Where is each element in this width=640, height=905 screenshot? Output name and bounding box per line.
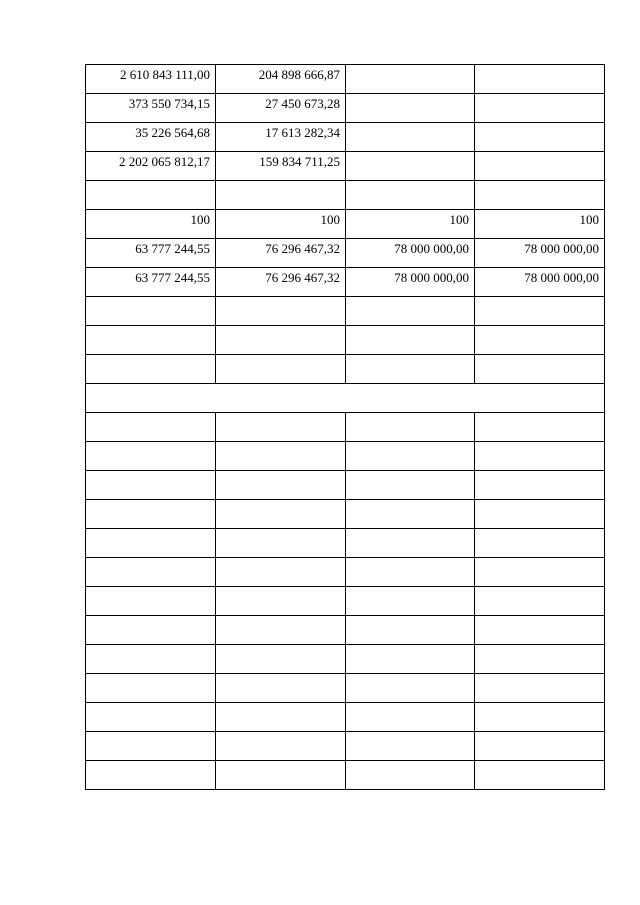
table-cell-col-1: 63 777 244,55: [86, 239, 216, 268]
table-cell-col-3: [346, 123, 475, 152]
table-cell-col-2: [216, 529, 346, 558]
table-cell-col-1: [86, 181, 216, 210]
table-cell-col-2: [216, 732, 346, 761]
table-cell-col-3: [346, 442, 475, 471]
table-cell-col-2: [216, 645, 346, 674]
table-cell-col-4: [475, 558, 605, 587]
table-row: [86, 761, 605, 790]
table-cell-col-4: [475, 123, 605, 152]
table-cell-col-3: [346, 326, 475, 355]
table-cell-col-1: [86, 413, 216, 442]
table-cell-col-4: 78 000 000,00: [475, 239, 605, 268]
table-cell-col-1: [86, 761, 216, 790]
table-row: [86, 732, 605, 761]
table-row: [86, 210, 605, 239]
table-cell-col-3: [346, 94, 475, 123]
table-row: [86, 558, 605, 587]
table-cell-col-3: [346, 65, 475, 94]
table-cell-col-3: [346, 500, 475, 529]
table-cell-col-1: [86, 326, 216, 355]
table-cell-col-3: 100: [346, 210, 475, 239]
table-cell-col-4: [475, 471, 605, 500]
table-cell-col-3: [346, 413, 475, 442]
financial-data-table: [85, 64, 605, 790]
table-cell-col-3: 78 000 000,00: [346, 268, 475, 297]
table-cell-col-2: 76 296 467,32: [216, 268, 346, 297]
table-row: [86, 94, 605, 123]
table-cell-col-2: 100: [216, 210, 346, 239]
table-cell-col-1: 100: [86, 210, 216, 239]
table-cell-col-2: [216, 587, 346, 616]
table-row: [86, 326, 605, 355]
table-cell-col-2: [216, 761, 346, 790]
table-cell-col-2: 204 898 666,87: [216, 65, 346, 94]
table-row: [86, 239, 605, 268]
table-row: [86, 587, 605, 616]
table-cell-col-4: 78 000 000,00: [475, 268, 605, 297]
table-row: [86, 152, 605, 181]
table-cell-col-4: [475, 152, 605, 181]
table-cell-col-2: [216, 500, 346, 529]
table-cell-col-2: [216, 355, 346, 384]
table-cell-col-4: [475, 761, 605, 790]
table-cell-col-2: 27 450 673,28: [216, 94, 346, 123]
table-row: [86, 181, 605, 210]
table-cell-col-2: [216, 558, 346, 587]
table-cell-col-3: 78 000 000,00: [346, 239, 475, 268]
table-cell-col-2: [216, 471, 346, 500]
table-cell-col-1: 373 550 734,15: [86, 94, 216, 123]
table-cell-col-3: [346, 558, 475, 587]
table-cell-col-1: [86, 529, 216, 558]
table-cell-col-2: 159 834 711,25: [216, 152, 346, 181]
table-cell-col-3: [346, 616, 475, 645]
table-cell-col-1: [86, 442, 216, 471]
table-cell-col-1: [86, 500, 216, 529]
table-cell-col-3: [346, 732, 475, 761]
table-row: [86, 645, 605, 674]
table-row: [86, 65, 605, 94]
table-cell-col-3: [346, 674, 475, 703]
table-cell-col-3: [346, 761, 475, 790]
table-cell-col-4: [475, 65, 605, 94]
table-cell-col-4: [475, 616, 605, 645]
table-cell-col-1: [86, 297, 216, 326]
table-cell-col-4: [475, 181, 605, 210]
table-row: [86, 616, 605, 645]
table-cell-col-2: 76 296 467,32: [216, 239, 346, 268]
table-cell-col-3: [346, 297, 475, 326]
table-cell-col-3: [346, 471, 475, 500]
table-cell-col-3: [346, 645, 475, 674]
table-cell-col-3: [346, 529, 475, 558]
table-cell-col-1: [86, 558, 216, 587]
table-cell-col-4: [475, 442, 605, 471]
table-row: [86, 297, 605, 326]
table-cell-col-2: [216, 413, 346, 442]
table-cell-col-4: [475, 297, 605, 326]
table-cell-col-2: [216, 616, 346, 645]
table-body: [86, 65, 605, 790]
table-row: [86, 471, 605, 500]
table-cell-col-4: [475, 645, 605, 674]
table-cell-col-4: [475, 587, 605, 616]
table-cell-col-3: [346, 181, 475, 210]
table-cell-col-1: [86, 645, 216, 674]
table-row: [86, 355, 605, 384]
table-cell-col-4: [475, 500, 605, 529]
table-cell-col-1: [86, 703, 216, 732]
table-cell-col-1: 2 610 843 111,00: [86, 65, 216, 94]
table-cell-col-2: [216, 674, 346, 703]
table-cell-col-2: 17 613 282,34: [216, 123, 346, 152]
table-row: [86, 413, 605, 442]
table-cell-col-1: [86, 674, 216, 703]
table-cell-col-2: [216, 442, 346, 471]
table-row: [86, 529, 605, 558]
table-cell-col-3: [346, 355, 475, 384]
table-row: [86, 442, 605, 471]
table-cell-col-4: [475, 355, 605, 384]
table-cell-col-1: 63 777 244,55: [86, 268, 216, 297]
table-row: [86, 123, 605, 152]
table-cell-col-4: 100: [475, 210, 605, 239]
table-cell-col-1: [86, 587, 216, 616]
table-row: [86, 674, 605, 703]
table-cell-col-4: [475, 703, 605, 732]
table-cell-col-2: [216, 181, 346, 210]
table-row: [86, 703, 605, 732]
table-row: [86, 500, 605, 529]
merged-section-cell: [86, 384, 605, 413]
table-cell-col-4: [475, 94, 605, 123]
table-row: [86, 268, 605, 297]
table-cell-col-1: 2 202 065 812,17: [86, 152, 216, 181]
table-cell-col-1: [86, 732, 216, 761]
table-cell-col-1: [86, 616, 216, 645]
table-cell-col-4: [475, 674, 605, 703]
table-row: [86, 384, 605, 413]
table-cell-col-3: [346, 152, 475, 181]
table-cell-col-4: [475, 326, 605, 355]
table-cell-col-1: [86, 471, 216, 500]
table-cell-col-4: [475, 732, 605, 761]
table-cell-col-2: [216, 326, 346, 355]
table-cell-col-2: [216, 703, 346, 732]
table-cell-col-2: [216, 297, 346, 326]
table-cell-col-3: [346, 703, 475, 732]
table-cell-col-1: [86, 355, 216, 384]
table-cell-col-1: 35 226 564,68: [86, 123, 216, 152]
table-cell-col-4: [475, 413, 605, 442]
table-cell-col-4: [475, 529, 605, 558]
table-cell-col-3: [346, 587, 475, 616]
